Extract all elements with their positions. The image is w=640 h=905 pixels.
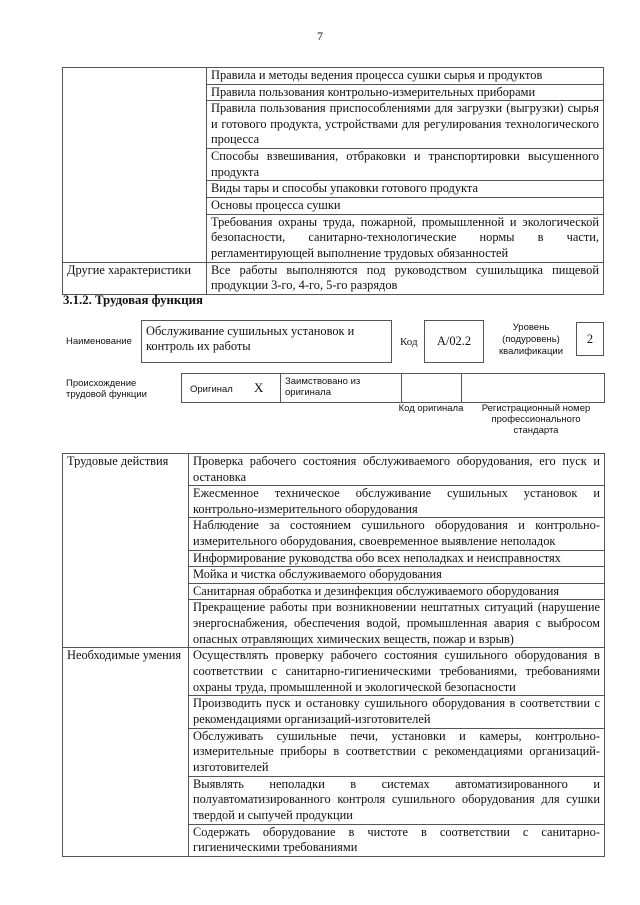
knowledge-table	[62, 67, 604, 295]
level-box	[576, 322, 604, 356]
table-text-cell: Санитарная обработка и дезинфекция обслуживаемого оборудования	[189, 583, 605, 600]
code-label: Код	[400, 336, 418, 348]
table-row	[63, 262, 604, 294]
table-text-cell: Правила пользования контрольно-измерительных приборами	[207, 84, 604, 101]
table-text-cell: Мойка и чистка обслуживаемого оборудования	[189, 567, 605, 584]
code-original-box	[401, 373, 462, 403]
function-name-value: Обслуживание сушильных установок и контроль их работы	[146, 324, 355, 353]
origin-label: Происхождение трудовой функции	[66, 378, 147, 400]
code-original-caption: Код оригинала	[398, 403, 464, 414]
table-text-cell: Содержать оборудование в чистоте в соответствии с санитарно-гигиеническими требованиями	[189, 824, 605, 856]
name-label: Наименование	[66, 336, 132, 347]
function-name-box	[141, 320, 392, 363]
table-text-cell: Требования охраны труда, пожарной, промышленной и экологической безопасности, санитарно-технологические нормы в части, регламентирующей выполнение трудовых обязанностей	[207, 214, 604, 262]
table-text-cell: Основы процесса сушки	[207, 197, 604, 214]
code-box	[424, 320, 484, 363]
level-label: Уровень (подуровень) квалификации	[498, 322, 564, 357]
table-label-cell	[63, 68, 207, 263]
table-text-cell: Обслуживать сушильные печи, установки и камеры, контрольно-измерительные приборы в соответствии с рекомендациями организаций-изготовителей	[189, 728, 605, 776]
code-value: А/02.2	[436, 334, 472, 348]
level-value: 2	[586, 332, 594, 346]
original-mark: X	[254, 380, 264, 395]
table-text-cell: Правила и методы ведения процесса сушки сырья и продуктов	[207, 68, 604, 85]
table-text-cell: Осуществлять проверку рабочего состояния сушильного оборудования в соответствии с санитарно-гигиеническими требованиями, требованиями охраны труда, промышленной и экологической безопасности	[189, 648, 605, 696]
original-label: Оригинал	[190, 384, 233, 395]
table-text-cell: Информирование руководства обо всех неполадках и неисправностях	[189, 550, 605, 567]
table-text-cell: Правила пользования приспособлениями для загрузки (выгрузки) сырья и готового продукта, устройствами для регулирования технологического процесса	[207, 101, 604, 149]
page-number: 7	[317, 29, 323, 43]
table-text-cell: Прекращение работы при возникновении нештатных ситуаций (нарушение энергоснабжения, обеспечения водой, промышленная авария с выбросом опасных отравляющих химических веществ, пожар и взрыв)	[189, 600, 605, 648]
reg-number-box	[461, 373, 605, 403]
table-text-cell: Все работы выполняются под руководством сушильщика пищевой продукции 3-го, 4-го, 5-го разрядов	[207, 262, 604, 294]
table-label-cell: Необходимые умения	[63, 648, 189, 856]
actions-skills-table	[62, 453, 605, 857]
borrowed-box	[280, 373, 402, 403]
section-heading: 3.1.2. Трудовая функция	[63, 293, 203, 307]
table-row	[63, 68, 604, 85]
borrowed-label: Заимствовано из оригинала	[285, 376, 361, 398]
reg-number-caption: Регистрационный номер профессионального стандарта	[481, 403, 591, 436]
table-label-cell: Трудовые действия	[63, 454, 189, 648]
original-box	[181, 373, 281, 403]
table-text-cell: Производить пуск и остановку сушильного оборудования в соответствии с рекомендациями организаций-изготовителей	[189, 696, 605, 728]
table-text-cell: Виды тары и способы упаковки готового продукта	[207, 181, 604, 198]
table-text-cell: Проверка рабочего состояния обслуживаемого оборудования, его пуск и остановка	[189, 454, 605, 486]
table-text-cell: Наблюдение за состоянием сушильного оборудования и контрольно-измерительного оборудования, своевременное выявление неполадок	[189, 518, 605, 550]
table-row	[63, 648, 605, 696]
table-text-cell: Способы взвешивания, отбраковки и транспортировки высушенного продукта	[207, 149, 604, 181]
table-text-cell: Ежесменное техническое обслуживание сушильных установок и контрольно-измерительного оборудования	[189, 486, 605, 518]
table-row	[63, 454, 605, 486]
table-label-cell: Другие характеристики	[63, 262, 207, 294]
table-text-cell: Выявлять неполадки в системах автоматизированного и полуавтоматизированного контроля сушильного оборудования для сушки твердой и сыпучей продукции	[189, 776, 605, 824]
